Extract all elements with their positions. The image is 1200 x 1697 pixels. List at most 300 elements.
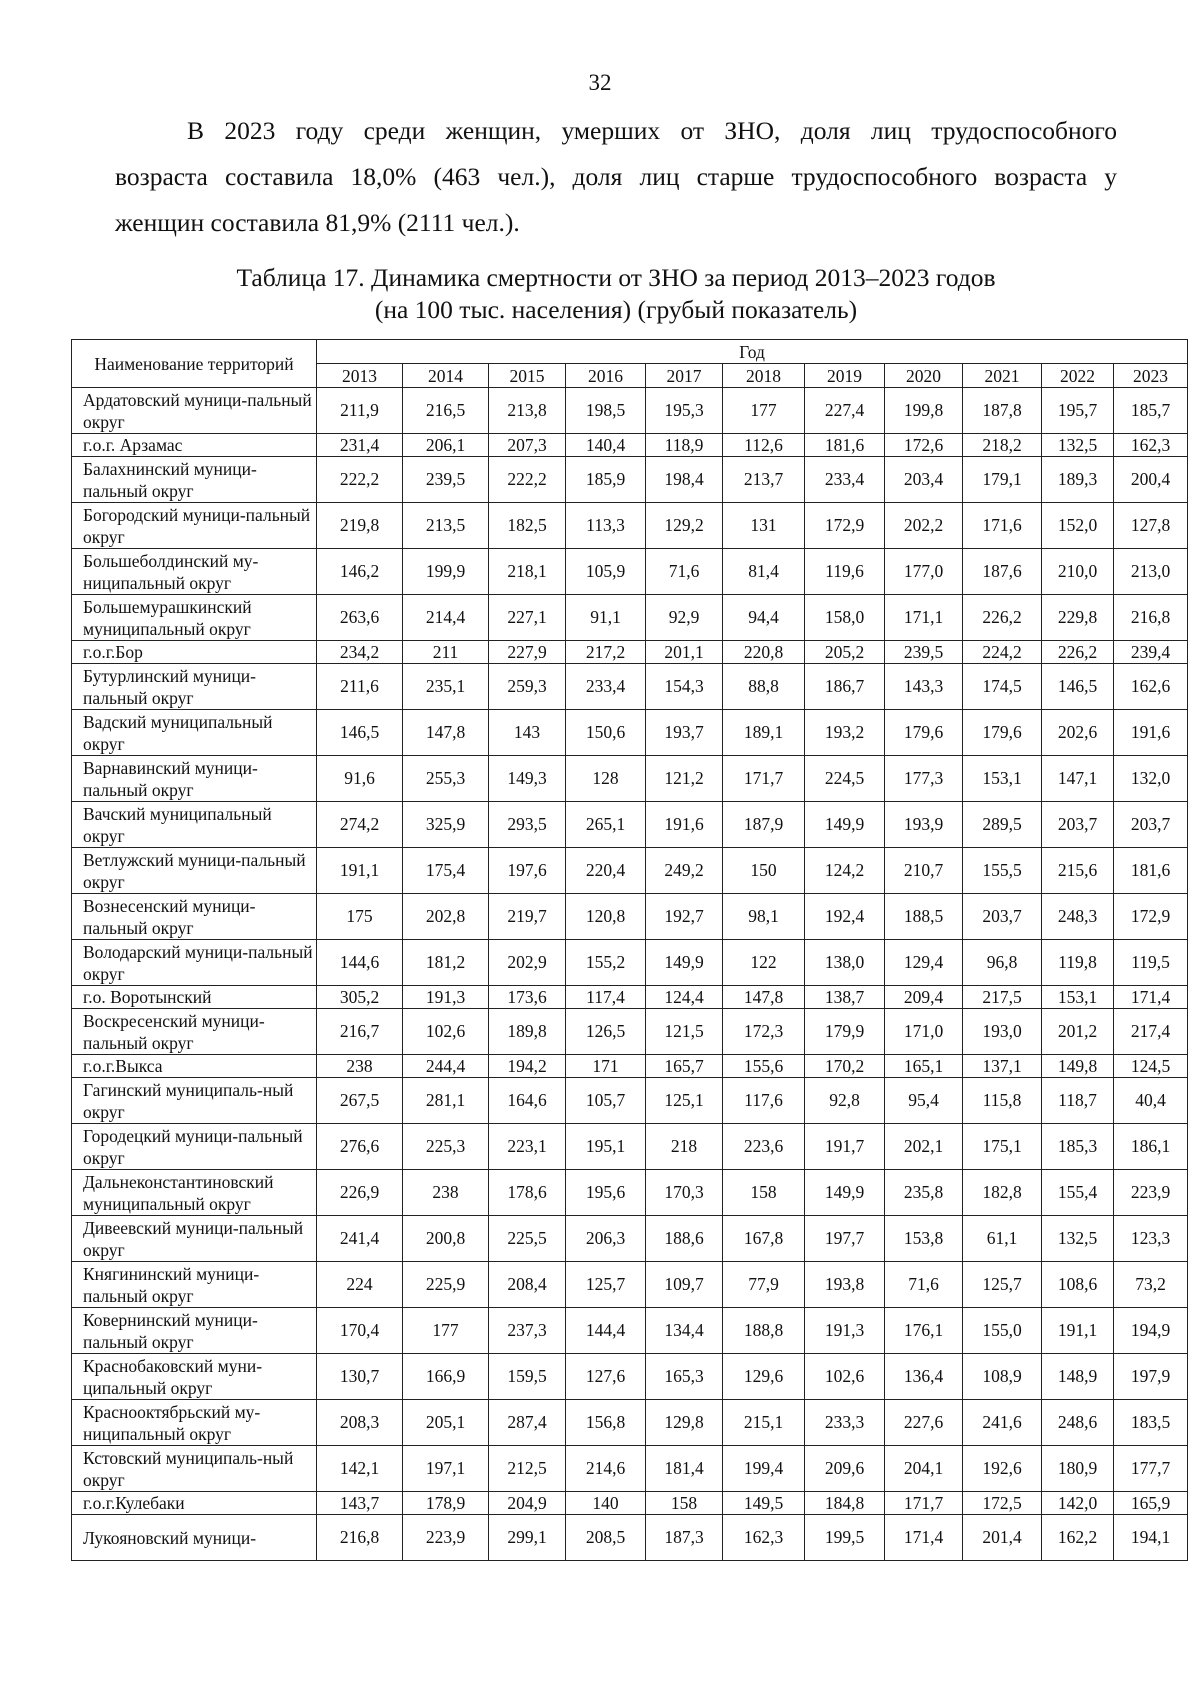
territory-name: Воскресенский муници-пальный округ [72,1009,317,1055]
table-row [72,503,1188,549]
rate-cell: 149,9 [805,1170,885,1216]
rate-cell: 143,3 [885,664,963,710]
rate-cell: 199,9 [403,549,489,595]
rate-cell: 205,1 [403,1400,489,1446]
rate-cell: 197,7 [805,1216,885,1262]
rate-cell: 187,8 [963,388,1042,434]
rate-cell: 170,3 [646,1170,723,1216]
rate-cell: 143 [489,710,566,756]
territory-name: Вознесенский муници-пальный округ [72,894,317,940]
table-row [72,986,1188,1009]
rate-cell: 203,7 [1114,802,1188,848]
rate-cell: 172,5 [963,1492,1042,1515]
rate-cell: 155,6 [723,1055,805,1078]
year-header: 2013 [317,364,403,388]
rate-cell: 117,6 [723,1078,805,1124]
rate-cell: 147,8 [403,710,489,756]
rate-cell: 177 [403,1308,489,1354]
rate-cell: 162,3 [1114,434,1188,457]
rate-cell: 217,4 [1114,1009,1188,1055]
rate-cell: 181,6 [805,434,885,457]
table-row [72,756,1188,802]
rate-cell: 325,9 [403,802,489,848]
rate-cell: 202,8 [403,894,489,940]
rate-cell: 77,9 [723,1262,805,1308]
rate-cell: 200,4 [1114,457,1188,503]
rate-cell: 211 [403,641,489,664]
table-row [72,641,1188,664]
rate-cell: 94,4 [723,595,805,641]
rate-cell: 199,5 [805,1515,885,1561]
rate-cell: 98,1 [723,894,805,940]
rate-cell: 149,5 [723,1492,805,1515]
rate-cell: 177,3 [885,756,963,802]
rate-cell: 171,4 [885,1515,963,1561]
table-row [72,1055,1188,1078]
rate-cell: 195,6 [566,1170,646,1216]
rate-cell: 162,2 [1042,1515,1114,1561]
rate-cell: 194,2 [489,1055,566,1078]
rate-cell: 181,2 [403,940,489,986]
rate-cell: 205,2 [805,641,885,664]
intro-line-3: женщин составила 81,9% (2111 чел.). [115,208,520,237]
rate-cell: 172,6 [885,434,963,457]
table-caption-line-2: (на 100 тыс. населения) (грубый показатель) [374,295,858,324]
rate-cell: 146,5 [1042,664,1114,710]
rate-cell: 195,1 [566,1124,646,1170]
rate-cell: 241,6 [963,1400,1042,1446]
territory-name: г.о. Воротынский [72,986,317,1009]
rate-cell: 201,4 [963,1515,1042,1561]
year-header: 2014 [403,364,489,388]
rate-cell: 234,2 [317,641,403,664]
year-header: 2021 [963,364,1042,388]
table-row [72,434,1188,457]
rate-cell: 171,7 [885,1492,963,1515]
territory-name: Краснобаковский муни-ципальный округ [72,1354,317,1400]
rate-cell: 142,1 [317,1446,403,1492]
rate-cell: 235,1 [403,664,489,710]
territory-name: Вачский муниципальный округ [72,802,317,848]
table-row [72,1009,1188,1055]
rate-cell: 165,9 [1114,1492,1188,1515]
rate-cell: 218,1 [489,549,566,595]
rate-cell: 281,1 [403,1078,489,1124]
territory-name: Дивеевский муници-пальный округ [72,1216,317,1262]
rate-cell: 176,1 [885,1308,963,1354]
rate-cell: 158 [646,1492,723,1515]
territory-name: Гагинский муниципаль-ный округ [72,1078,317,1124]
rate-cell: 182,5 [489,503,566,549]
territory-name: Богородский муници-пальный округ [72,503,317,549]
rate-cell: 105,9 [566,549,646,595]
rate-cell: 172,9 [805,503,885,549]
rate-cell: 220,8 [723,641,805,664]
rate-cell: 147,8 [723,986,805,1009]
rate-cell: 204,1 [885,1446,963,1492]
year-header: 2023 [1114,364,1188,388]
rate-cell: 102,6 [805,1354,885,1400]
rate-cell: 95,4 [885,1078,963,1124]
rate-cell: 187,6 [963,549,1042,595]
rate-cell: 113,3 [566,503,646,549]
territory-name: Краснооктябрьский му-ниципальный округ [72,1400,317,1446]
rate-cell: 178,9 [403,1492,489,1515]
rate-cell: 231,4 [317,434,403,457]
rate-cell: 91,1 [566,595,646,641]
rate-cell: 123,3 [1114,1216,1188,1262]
rate-cell: 203,7 [1042,802,1114,848]
rate-cell: 194,1 [1114,1515,1188,1561]
rate-cell: 71,6 [646,549,723,595]
rate-cell: 173,6 [489,986,566,1009]
rate-cell: 175,4 [403,848,489,894]
rate-cell: 248,6 [1042,1400,1114,1446]
rate-cell: 167,8 [723,1216,805,1262]
year-header: 2016 [566,364,646,388]
rate-cell: 109,7 [646,1262,723,1308]
year-header: 2019 [805,364,885,388]
rate-cell: 201,1 [646,641,723,664]
rate-cell: 208,4 [489,1262,566,1308]
rate-cell: 210,7 [885,848,963,894]
rate-cell: 165,7 [646,1055,723,1078]
rate-cell: 152,0 [1042,503,1114,549]
rate-cell: 208,3 [317,1400,403,1446]
rate-cell: 193,8 [805,1262,885,1308]
rate-cell: 91,6 [317,756,403,802]
table-row [72,1308,1188,1354]
rate-cell: 120,8 [566,894,646,940]
rate-cell: 164,6 [489,1078,566,1124]
rate-cell: 218 [646,1124,723,1170]
rate-cell: 177,7 [1114,1446,1188,1492]
rate-cell: 202,1 [885,1124,963,1170]
rate-cell: 238 [403,1170,489,1216]
rate-cell: 217,2 [566,641,646,664]
rate-cell: 189,8 [489,1009,566,1055]
rate-cell: 216,7 [317,1009,403,1055]
rate-cell: 223,9 [1114,1170,1188,1216]
rate-cell: 118,9 [646,434,723,457]
rate-cell: 225,3 [403,1124,489,1170]
rate-cell: 188,8 [723,1308,805,1354]
rate-cell: 108,6 [1042,1262,1114,1308]
rate-cell: 175 [317,894,403,940]
rate-cell: 191,1 [1042,1308,1114,1354]
table-row [72,1262,1188,1308]
table-row [72,1124,1188,1170]
rate-cell: 192,4 [805,894,885,940]
rate-cell: 223,9 [403,1515,489,1561]
rate-cell: 214,4 [403,595,489,641]
rate-cell: 185,3 [1042,1124,1114,1170]
rate-cell: 241,4 [317,1216,403,1262]
rate-cell: 229,8 [1042,595,1114,641]
rate-cell: 210,0 [1042,549,1114,595]
rate-cell: 191,6 [646,802,723,848]
rate-cell: 156,8 [566,1400,646,1446]
rate-cell: 143,7 [317,1492,403,1515]
rate-cell: 124,4 [646,986,723,1009]
rate-cell: 73,2 [1114,1262,1188,1308]
rate-cell: 180,9 [1042,1446,1114,1492]
rate-cell: 147,1 [1042,756,1114,802]
rate-cell: 274,2 [317,802,403,848]
table-row [72,1354,1188,1400]
rate-cell: 193,9 [885,802,963,848]
rate-cell: 179,6 [963,710,1042,756]
rate-cell: 174,5 [963,664,1042,710]
rate-cell: 287,4 [489,1400,566,1446]
rate-cell: 207,3 [489,434,566,457]
rate-cell: 127,8 [1114,503,1188,549]
rate-cell: 195,7 [1042,388,1114,434]
rate-cell: 186,1 [1114,1124,1188,1170]
rate-cell: 225,5 [489,1216,566,1262]
rate-cell: 132,5 [1042,434,1114,457]
rate-cell: 119,8 [1042,940,1114,986]
rate-cell: 127,6 [566,1354,646,1400]
rate-cell: 208,5 [566,1515,646,1561]
rate-cell: 216,8 [1114,595,1188,641]
rate-cell: 144,6 [317,940,403,986]
rate-cell: 203,4 [885,457,963,503]
rate-cell: 220,4 [566,848,646,894]
territory-name: Ковернинский муници-пальный округ [72,1308,317,1354]
rate-cell: 124,5 [1114,1055,1188,1078]
rate-cell: 185,7 [1114,388,1188,434]
rate-cell: 129,4 [885,940,963,986]
rate-cell: 118,7 [1042,1078,1114,1124]
table-row [72,549,1188,595]
rate-cell: 215,6 [1042,848,1114,894]
table-row [72,1492,1188,1515]
rate-cell: 142,0 [1042,1492,1114,1515]
rate-cell: 223,6 [723,1124,805,1170]
territory-name: Варнавинский муници-пальный округ [72,756,317,802]
rate-cell: 177 [723,388,805,434]
rate-cell: 202,9 [489,940,566,986]
rate-cell: 218,2 [963,434,1042,457]
rate-cell: 140,4 [566,434,646,457]
rate-cell: 276,6 [317,1124,403,1170]
rate-cell: 122 [723,940,805,986]
territory-name: Ардатовский муници-пальный округ [72,388,317,434]
rate-cell: 40,4 [1114,1078,1188,1124]
rate-cell: 165,3 [646,1354,723,1400]
territory-name: Вадский муниципальный округ [72,710,317,756]
rate-cell: 191,6 [1114,710,1188,756]
rate-cell: 171,1 [885,595,963,641]
rate-cell: 188,6 [646,1216,723,1262]
rate-cell: 171,0 [885,1009,963,1055]
rate-cell: 175,1 [963,1124,1042,1170]
rate-cell: 159,5 [489,1354,566,1400]
rate-cell: 222,2 [489,457,566,503]
rate-cell: 244,4 [403,1055,489,1078]
rate-cell: 191,3 [403,986,489,1009]
rate-cell: 212,5 [489,1446,566,1492]
rate-cell: 166,9 [403,1354,489,1400]
year-header: 2020 [885,364,963,388]
rate-cell: 136,4 [885,1354,963,1400]
table-row [72,1515,1188,1561]
rate-cell: 138,7 [805,986,885,1009]
rate-cell: 117,4 [566,986,646,1009]
rate-cell: 137,1 [963,1055,1042,1078]
rate-cell: 206,3 [566,1216,646,1262]
rate-cell: 149,9 [646,940,723,986]
rate-cell: 165,1 [885,1055,963,1078]
rate-cell: 219,8 [317,503,403,549]
rate-cell: 121,2 [646,756,723,802]
rate-cell: 214,6 [566,1446,646,1492]
rate-cell: 170,2 [805,1055,885,1078]
rate-cell: 112,6 [723,434,805,457]
table-row [72,457,1188,503]
rate-cell: 129,8 [646,1400,723,1446]
rate-cell: 223,1 [489,1124,566,1170]
page-number: 32 [588,70,612,95]
rate-cell: 187,3 [646,1515,723,1561]
rate-cell: 102,6 [403,1009,489,1055]
year-header: 2015 [489,364,566,388]
rate-cell: 155,4 [1042,1170,1114,1216]
mortality-table [71,339,1188,1561]
rate-cell: 193,2 [805,710,885,756]
table-row [72,1400,1188,1446]
rate-cell: 200,8 [403,1216,489,1262]
territory-name: г.о.г. Арзамас [72,434,317,457]
rate-cell: 293,5 [489,802,566,848]
rate-cell: 121,5 [646,1009,723,1055]
rate-cell: 129,6 [723,1354,805,1400]
rate-cell: 191,7 [805,1124,885,1170]
rate-cell: 149,3 [489,756,566,802]
rate-cell: 199,4 [723,1446,805,1492]
rate-cell: 227,6 [885,1400,963,1446]
rate-cell: 148,9 [1042,1354,1114,1400]
table-row [72,1216,1188,1262]
rate-cell: 81,4 [723,549,805,595]
rate-cell: 197,1 [403,1446,489,1492]
rate-cell: 227,4 [805,388,885,434]
rate-cell: 172,9 [1114,894,1188,940]
rate-cell: 138,0 [805,940,885,986]
territory-name: Володарский муници-пальный округ [72,940,317,986]
rate-cell: 170,4 [317,1308,403,1354]
rate-cell: 238 [317,1055,403,1078]
table-caption [0,262,1200,326]
rate-cell: 235,8 [885,1170,963,1216]
rate-cell: 71,6 [885,1262,963,1308]
territory-name: г.о.г.Бор [72,641,317,664]
rate-cell: 213,7 [723,457,805,503]
territory-name: Большеболдинский му-ниципальный округ [72,549,317,595]
rate-cell: 125,7 [963,1262,1042,1308]
rate-cell: 227,1 [489,595,566,641]
intro-line-2: возраста составила 18,0% (463 чел.), доля лиц старше трудоспособного возраста у [115,162,1117,191]
table-row [72,802,1188,848]
rate-cell: 179,6 [885,710,963,756]
rate-cell: 233,4 [805,457,885,503]
rate-cell: 183,5 [1114,1400,1188,1446]
rate-cell: 224,5 [805,756,885,802]
rate-cell: 192,6 [963,1446,1042,1492]
rate-cell: 146,5 [317,710,403,756]
rate-cell: 140 [566,1492,646,1515]
rate-cell: 255,3 [403,756,489,802]
rate-cell: 265,1 [566,802,646,848]
rate-cell: 249,2 [646,848,723,894]
rate-cell: 154,3 [646,664,723,710]
rate-cell: 129,2 [646,503,723,549]
rate-cell: 189,3 [1042,457,1114,503]
rate-cell: 289,5 [963,802,1042,848]
territory-name: Большемурашкинский муниципальный округ [72,595,317,641]
rate-cell: 132,0 [1114,756,1188,802]
rate-cell: 128 [566,756,646,802]
rate-cell: 213,5 [403,503,489,549]
header-year: Год [317,340,1188,364]
rate-cell: 124,2 [805,848,885,894]
rate-cell: 226,2 [1042,641,1114,664]
header-name: Наименование территорий [72,340,317,388]
rate-cell: 213,0 [1114,549,1188,595]
territory-name: Лукояновский муници- [72,1515,317,1561]
rate-cell: 224 [317,1262,403,1308]
rate-cell: 213,8 [489,388,566,434]
territory-name: г.о.г.Кулебаки [72,1492,317,1515]
rate-cell: 199,8 [885,388,963,434]
table-caption-line-1: Таблица 17. Динамика смертности от ЗНО за период 2013–2023 годов [236,263,996,292]
rate-cell: 191,1 [317,848,403,894]
rate-cell: 267,5 [317,1078,403,1124]
rate-cell: 209,6 [805,1446,885,1492]
rate-cell: 119,6 [805,549,885,595]
rate-cell: 226,9 [317,1170,403,1216]
territory-name: Бутурлинский муници-пальный округ [72,664,317,710]
territory-name: Городецкий муници-пальный округ [72,1124,317,1170]
rate-cell: 237,3 [489,1308,566,1354]
rate-cell: 155,5 [963,848,1042,894]
rate-cell: 259,3 [489,664,566,710]
rate-cell: 92,8 [805,1078,885,1124]
table-row [72,940,1188,986]
year-header: 2022 [1042,364,1114,388]
territory-name: г.о.г.Выкса [72,1055,317,1078]
rate-cell: 197,9 [1114,1354,1188,1400]
territory-name: Ветлужский муници-пальный округ [72,848,317,894]
rate-cell: 158,0 [805,595,885,641]
rate-cell: 219,7 [489,894,566,940]
rate-cell: 125,1 [646,1078,723,1124]
territory-name: Балахнинский муници-пальный округ [72,457,317,503]
rate-cell: 202,6 [1042,710,1114,756]
rate-cell: 239,5 [885,641,963,664]
rate-cell: 193,0 [963,1009,1042,1055]
table-row [72,710,1188,756]
rate-cell: 184,8 [805,1492,885,1515]
rate-cell: 217,5 [963,986,1042,1009]
rate-cell: 222,2 [317,457,403,503]
rate-cell: 248,3 [1042,894,1114,940]
rate-cell: 191,3 [805,1308,885,1354]
rate-cell: 299,1 [489,1515,566,1561]
rate-cell: 185,9 [566,457,646,503]
table-row [72,1446,1188,1492]
